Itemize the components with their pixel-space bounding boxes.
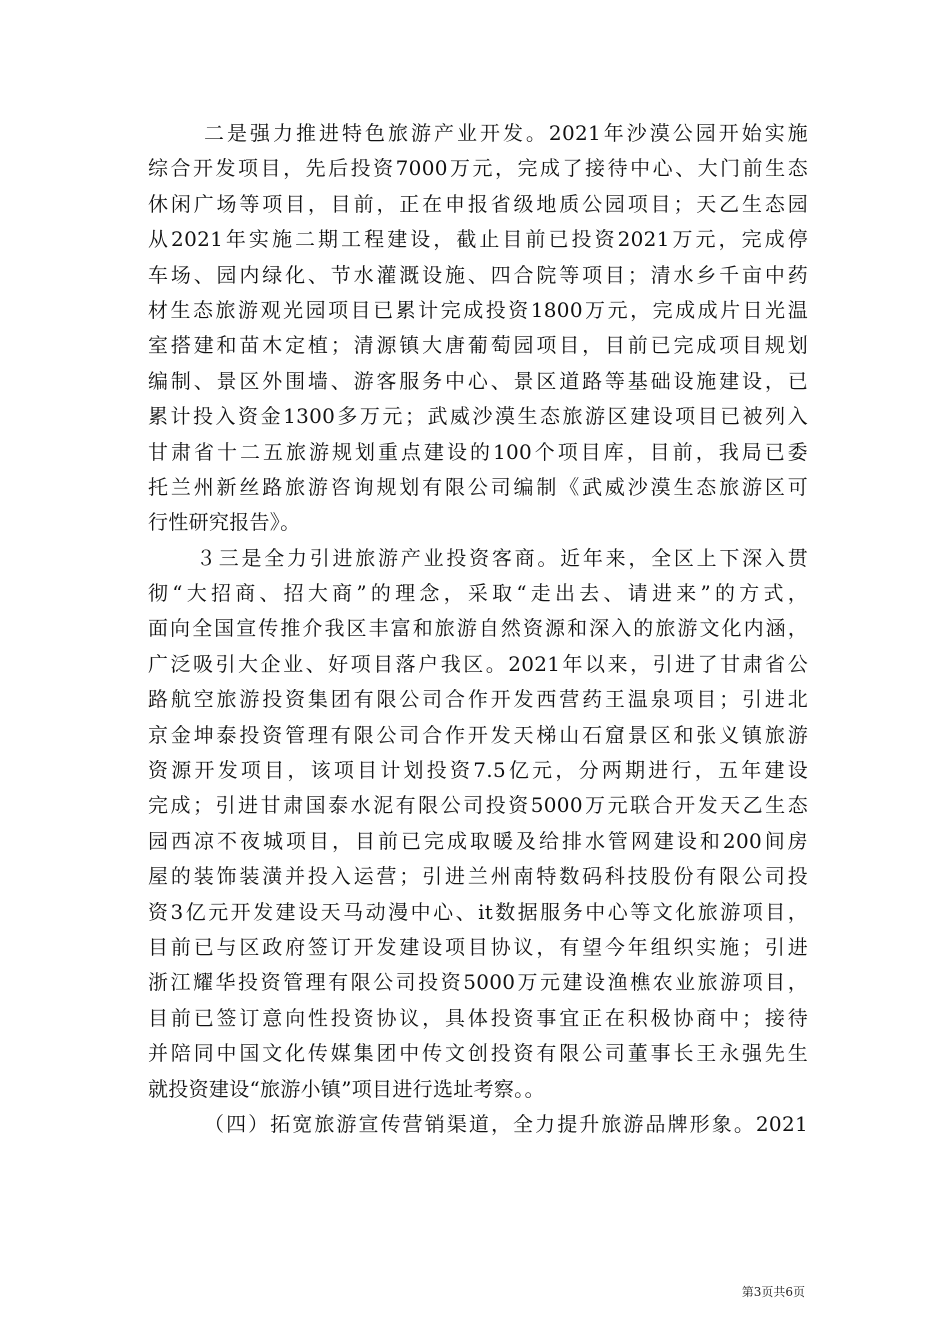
paragraph-line: 二是强力推进特色旅游产业开发。2021年沙漠公园开始实施	[204, 121, 808, 145]
paragraph-line: 资源开发项目，该项目计划投资7.5亿元，分两期进行，五年建设	[148, 758, 808, 783]
paragraph-line: 目前已签订意向性投资协议，具体投资事宜正在积极协商中；接待	[148, 1005, 808, 1030]
paragraph-line: 园西凉不夜城项目，目前已完成取暖及给排水管网建设和200间房	[148, 828, 808, 853]
paragraph-line: 编制、景区外围墙、游客服务中心、景区道路等基础设施建设，已	[148, 368, 808, 393]
body-text	[148, 116, 808, 1142]
paragraph-line: 材生态旅游观光园项目已累计完成投资1800万元，完成成片日光温	[148, 297, 808, 322]
paragraph-line: 就投资建设“旅游小镇”项目进行选址考察。。	[148, 1076, 545, 1101]
paragraph-line: （四）拓宽旅游宣传营销渠道，全力提升旅游品牌形象。2021	[204, 1111, 808, 1136]
paragraph-line: 行性研究报告》。	[148, 510, 301, 535]
paragraph-line: 完成；引进甘肃国泰水泥有限公司投资5000万元联合开发天乙生态	[148, 793, 808, 818]
paragraph-line: ３三是全力引进旅游产业投资客商。近年来，全区上下深入贯	[196, 545, 808, 570]
paragraph-line: 资3亿元开发建设天马动漫中心、it数据服务中心等文化旅游项目，	[148, 899, 808, 924]
paragraph-line: 屋的装饰装潢并投入运营；引进兰州南特数码科技股份有限公司投	[148, 864, 808, 889]
paragraph-line: 目前已与区政府签订开发建设项目协议，有望今年组织实施；引进	[148, 934, 808, 959]
paragraph-line: 室搭建和苗木定植；清源镇大唐葡萄园项目，目前已完成项目规划	[148, 333, 808, 358]
paragraph-line: 广泛吸引大企业、好项目落户我区。2021年以来，引进了甘肃省公	[148, 651, 808, 676]
paragraph-line: 并陪同中国文化传媒集团中传文创投资有限公司董事长王永强先生	[148, 1041, 808, 1066]
paragraph-line: 从2021年实施二期工程建设，截止目前已投资2021万元，完成停	[148, 227, 808, 252]
paragraph-line: 彻“大招商、招大商”的理念，采取“走出去、请进来”的方式，	[148, 581, 808, 606]
paragraph-line: 京金坤泰投资管理有限公司合作开发天梯山石窟景区和张义镇旅游	[148, 722, 808, 747]
paragraph-line: 车场、园内绿化、节水灌溉设施、四合院等项目；清水乡千亩中药	[148, 262, 808, 287]
paragraph-line: 甘肃省十二五旅游规划重点建设的100个项目库，目前，我局已委	[148, 439, 808, 464]
page-number-footer: 第3页共6页	[741, 1285, 805, 1299]
paragraph-line: 休闲广场等项目，目前，正在申报省级地质公园项目；天乙生态园	[148, 191, 808, 216]
paragraph-line: 累计投入资金1300多万元；武威沙漠生态旅游区建设项目已被列入	[148, 404, 808, 429]
paragraph-line: 面向全国宣传推介我区丰富和旅游自然资源和深入的旅游文化内涵，	[148, 616, 808, 641]
paragraph-line: 路航空旅游投资集团有限公司合作开发西营药王温泉项目；引进北	[148, 687, 808, 712]
paragraph-line: 综合开发项目，先后投资7000万元，完成了接待中心、大门前生态	[148, 156, 808, 181]
paragraph-line: 托兰州新丝路旅游咨询规划有限公司编制《武威沙漠生态旅游区可	[148, 474, 808, 499]
paragraph-line: 浙江耀华投资管理有限公司投资5000万元建设渔樵农业旅游项目，	[148, 970, 808, 995]
